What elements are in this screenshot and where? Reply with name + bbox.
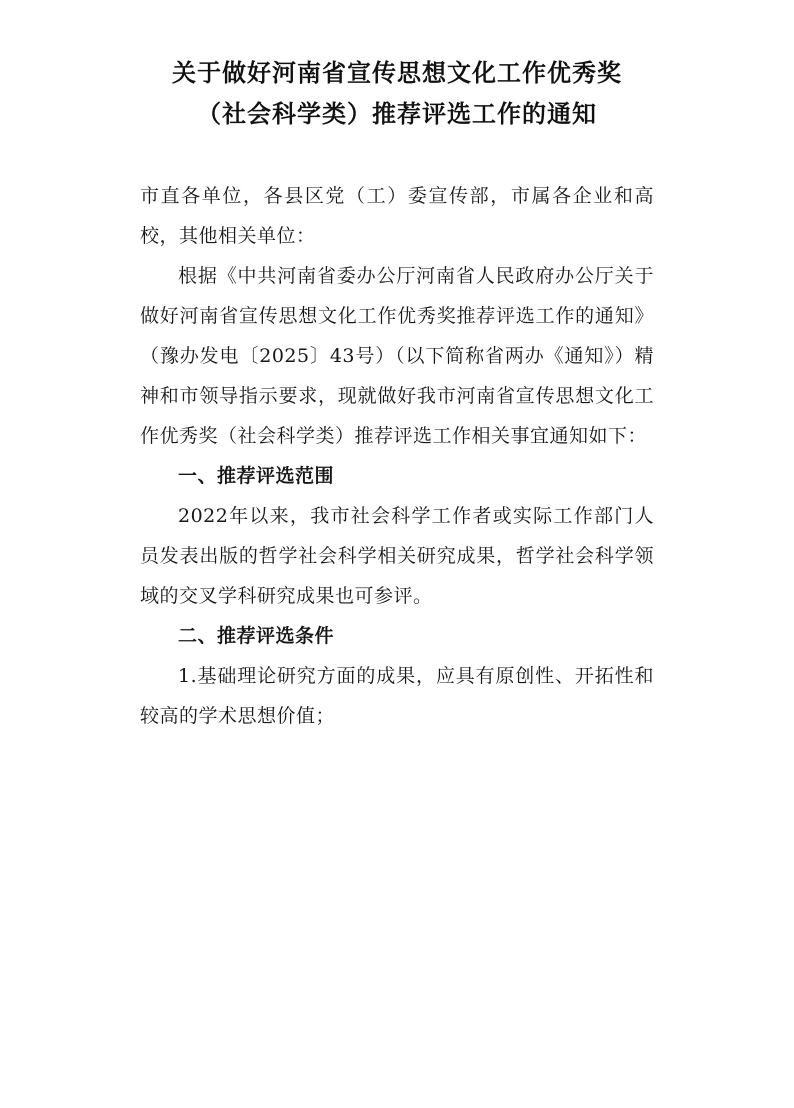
paragraph-basis: 根据《中共河南省委办公厅河南省人民政府办公厅关于做好河南省宣传思想文化工作优秀奖推荐评选工作的通知》（豫办发电〔2025〕43号）（以下简称省两办《通知》）精神和市领导指示要求，现就做好我市河南省宣传思想文化工作优秀奖（社会科学类）推荐评选工作相关事宜通知如下： [140,265,654,447]
paragraph-section-two-item-1: 1.基础理论研究方面的成果，应具有原创性、开拓性和较高的学术思想价值； [140,665,654,727]
section-heading-two: 二、推荐评选条件 [178,625,335,647]
page-title-line-2: （社会科学类）推荐评选工作的通知 [197,99,597,128]
paragraph-section-one-body: 2022年以来，我市社会科学工作者或实际工作部门人员发表出版的哲学社会科学相关研究成果，哲学社会科学领域的交叉学科研究成果也可参评。 [140,505,654,607]
document-body [140,176,654,736]
paragraph-addressee: 市直各单位，各县区党（工）委宣传部，市属各企业和高校，其他相关单位： [140,185,654,247]
section-heading-one: 一、推荐评选范围 [178,465,335,487]
page-title-line-1: 关于做好河南省宣传思想文化工作优秀奖 [172,58,622,87]
page-title [140,52,654,134]
